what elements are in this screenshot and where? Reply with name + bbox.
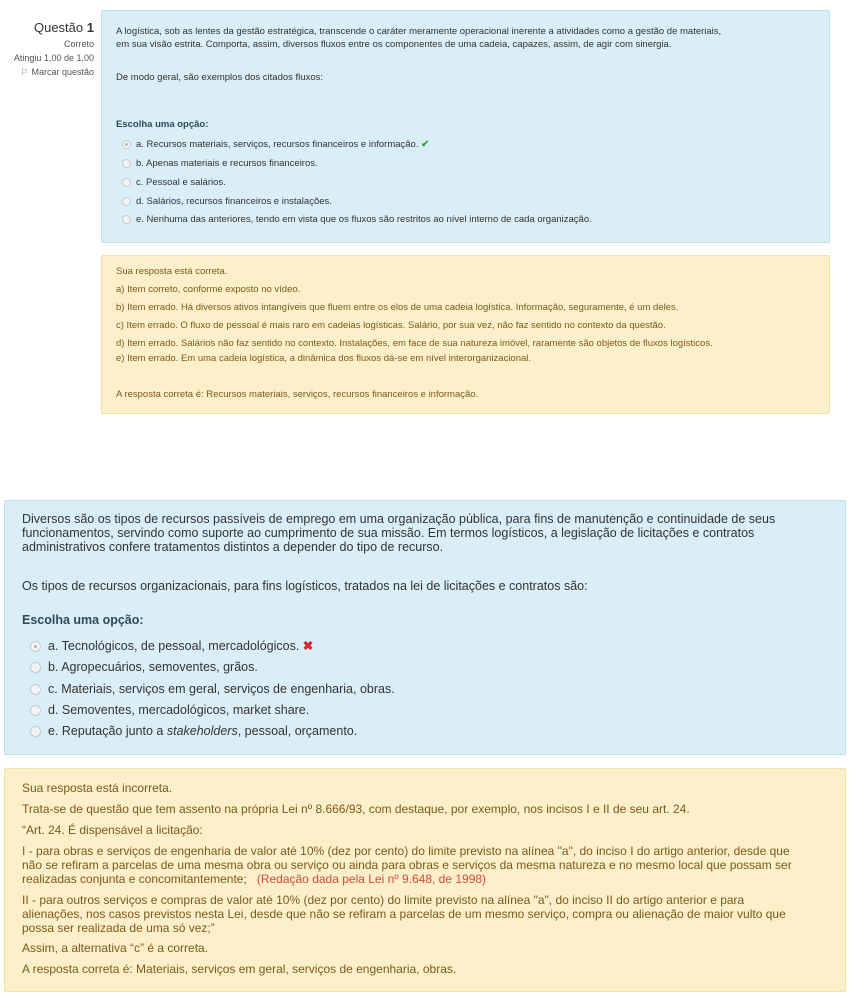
question-info — [6, 20, 94, 78]
radio[interactable] — [30, 705, 41, 716]
radio[interactable] — [30, 684, 41, 695]
feedback-line: alienações, nos casos previstos nesta Lei, desde que não se refiram a parcelas de um mesmo serviço, compra ou alienação de maior vulto que — [22, 907, 786, 921]
feedback-line: e) Item errado. Em uma cadeia logística, a dinâmica dos fluxos dá-se em nível interorganizacional. — [116, 353, 532, 364]
question-state: Correto — [63, 39, 94, 49]
feedback-line: II - para outros serviços e compras de valor até 10% (dez por cento) do limite previsto na alínea "a", do inciso II do artigo anterior e para — [22, 893, 745, 907]
choose-option-label: Escolha uma opção: — [116, 119, 209, 130]
option-b[interactable]: b. Agropecuários, semoventes, grãos. — [30, 660, 258, 674]
question-1-content — [101, 10, 830, 243]
option-e[interactable]: e. Reputação junto a stakeholders, pessoal, orçamento. — [30, 724, 357, 738]
question-text-line: em sua visão estrita. Comporta, assim, diversos fluxos entre os componentes de uma cadeia, capazes, assim, de agir com sinergia. — [116, 39, 672, 50]
option-a[interactable]: a. Tecnológicos, de pessoal, mercadológicos. ✖ — [30, 638, 313, 653]
feedback-line: c) Item errado. O fluxo de pessoal é mais raro em cadeias logísticas. Salário, por sua vez, não faz sentido no contexto da questão. — [116, 320, 666, 331]
choose-option-label: Escolha uma opção: — [22, 613, 144, 627]
feedback-line: Assim, a alternativa “c” é a correta. — [22, 941, 209, 955]
question-text-line: A logística, sob as lentes da gestão estratégica, transcende o caráter meramente operacional inerente a atividades como a gestão de materiais, — [116, 26, 722, 37]
radio[interactable] — [122, 159, 131, 168]
flag-icon: ⚐ — [20, 67, 29, 77]
option-d[interactable]: d. Salários, recursos financeiros e instalações. — [122, 196, 332, 207]
feedback-status: Sua resposta está correta. — [116, 266, 228, 277]
radio[interactable] — [122, 215, 131, 224]
feedback-line: d) Item errado. Salários não faz sentido no contexto. Instalações, em face de sua natureza imóvel, raramente são objetos de fluxos logísticos. — [116, 338, 713, 349]
feedback-line: I - para obras e serviços de engenharia de valor até 10% (dez por cento) do limite previsto na alínea "a", do inciso I do artigo anterior, desde que — [22, 844, 790, 858]
check-icon: ✔ — [421, 139, 430, 150]
question-text-line: administrativos confere tratamentos distintos a depender do tipo de recurso. — [22, 540, 444, 554]
question-grade: Atingiu 1,00 de 1,00 — [13, 53, 94, 63]
question-prompt: De modo geral, são exemplos dos citados fluxos: — [116, 72, 323, 83]
option-c[interactable]: c. Materiais, serviços em geral, serviços de engenharia, obras. — [30, 682, 395, 696]
feedback-line: Trata-se de questão que tem assento na própria Lei nº 8.666/93, com destaque, por exemplo, nos incisos I e II de seu art. 24. — [22, 802, 690, 816]
option-a[interactable]: a. Recursos materiais, serviços, recursos financeiros e informação. ✔ — [122, 139, 429, 150]
option-d[interactable]: d. Semoventes, mercadológicos, market share. — [30, 703, 309, 717]
feedback-line: “Art. 24. É dispensável a licitação: — [22, 823, 203, 837]
feedback-status: Sua resposta está incorreta. — [22, 781, 173, 795]
question-text-line: Diversos são os tipos de recursos passíveis de emprego em uma organização pública, para fins de manutenção e continuidade de seus — [22, 512, 776, 526]
question-1-feedback — [101, 255, 830, 414]
flag-question-link[interactable]: ⚐ Marcar questão — [20, 67, 94, 77]
correct-answer: A resposta correta é: Materiais, serviços em geral, serviços de engenharia, obras. — [22, 962, 457, 976]
option-c[interactable]: c. Pessoal e salários. — [122, 177, 226, 188]
feedback-line: não se refiram a parcelas de uma mesma obra ou serviço ou ainda para obras e serviços da mesma natureza e no mesmo local que possam ser — [22, 858, 792, 872]
feedback-line: realizadas conjunta e concomitantemente; (Redação dada pela Lei nº 9.648, de 1998) — [22, 872, 487, 886]
correct-answer: A resposta correta é: Recursos materiais, serviços, recursos financeiros e informação. — [116, 389, 479, 400]
radio[interactable] — [30, 662, 41, 673]
feedback-line: a) Item correto, conforme exposto no vídeo. — [116, 284, 301, 295]
question-2-content — [4, 500, 846, 755]
question-2-feedback — [4, 768, 846, 992]
radio-checked[interactable] — [122, 140, 131, 149]
question-prompt: Os tipos de recursos organizacionais, para fins logísticos, tratados na lei de licitações e contratos são: — [22, 579, 588, 593]
feedback-line: possa ser realizada de uma só vez;” — [22, 921, 215, 935]
radio[interactable] — [30, 726, 41, 737]
cross-icon: ✖ — [302, 639, 314, 653]
law-reference: (Redação dada pela Lei nº 9.648, de 1998) — [256, 872, 487, 886]
radio-checked[interactable] — [30, 641, 41, 652]
question-number: Questão 1 — [33, 20, 94, 35]
option-b[interactable]: b. Apenas materiais e recursos financeiros. — [122, 158, 318, 169]
option-e[interactable]: e. Nenhuma das anteriores, tendo em vista que os fluxos são restritos ao nível interno de cada organização. — [122, 214, 592, 225]
feedback-line: b) Item errado. Há diversos ativos intangíveis que fluem entre os elos de uma cadeia logística. Informação, seguramente, é um deles. — [116, 302, 679, 313]
radio[interactable] — [122, 178, 131, 187]
radio[interactable] — [122, 197, 131, 206]
question-text-line: funcionamentos, servindo como suporte ao cumprimento de sua missão. Em termos logísticos, a legislação de licitações e contratos — [22, 526, 755, 540]
